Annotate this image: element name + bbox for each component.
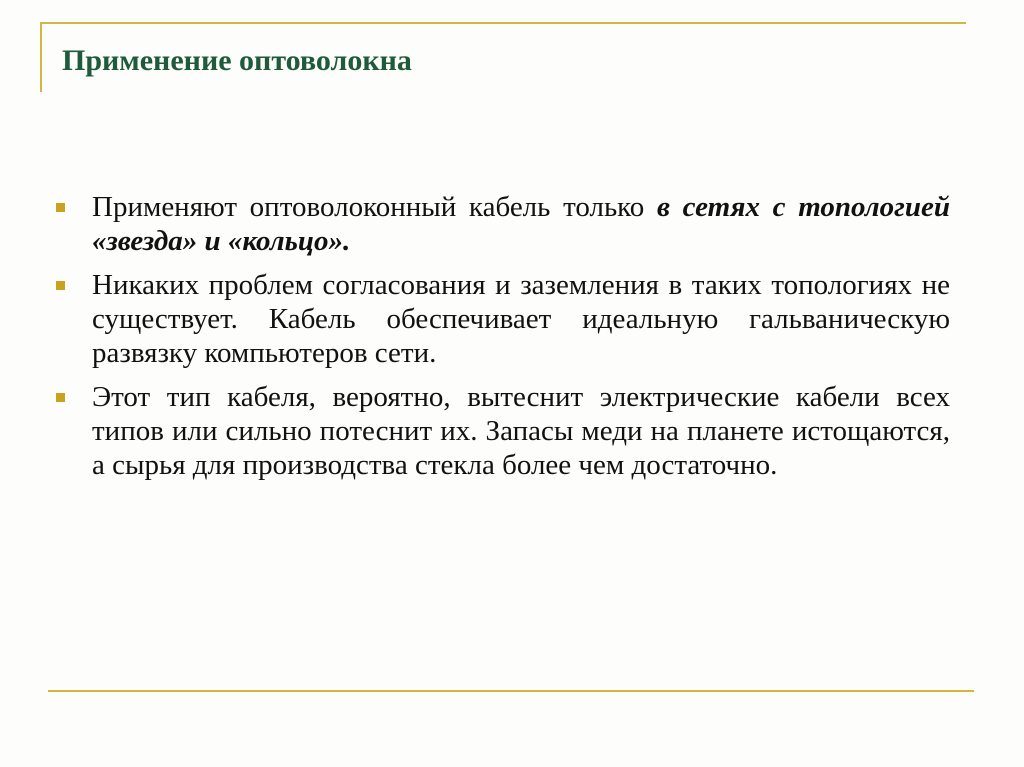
top-divider-line <box>40 22 966 24</box>
bullet-item-2 <box>56 268 950 370</box>
square-bullet-icon <box>56 203 65 212</box>
bullet-list <box>56 190 950 492</box>
bullet-3-text: Этот тип кабеля, вероятно, вытеснит электрические кабели всех типов или сильно потеснит их. Запасы меди на планете истощаются, а сырья для производства стекла более чем достаточно. <box>92 381 950 481</box>
square-bullet-icon <box>56 281 65 290</box>
left-accent-line <box>40 22 42 92</box>
bullet-2-text: Никаких проблем согласования и заземления в таких топологиях не существует. Кабель обеспечивает идеальную гальваническую развязку компьютеров сети. <box>92 269 950 369</box>
bullet-item-3 <box>56 380 950 482</box>
bottom-divider-line <box>48 690 974 692</box>
bullet-item-1 <box>56 190 950 258</box>
bullet-1-emphasis: в сетях с топологией «звезда» и «кольцо». <box>92 191 950 257</box>
bullet-1-text: Применяют оптоволоконный кабель только <box>92 191 657 223</box>
square-bullet-icon <box>56 393 65 402</box>
slide-title: Применение оптоволокна <box>62 44 412 77</box>
